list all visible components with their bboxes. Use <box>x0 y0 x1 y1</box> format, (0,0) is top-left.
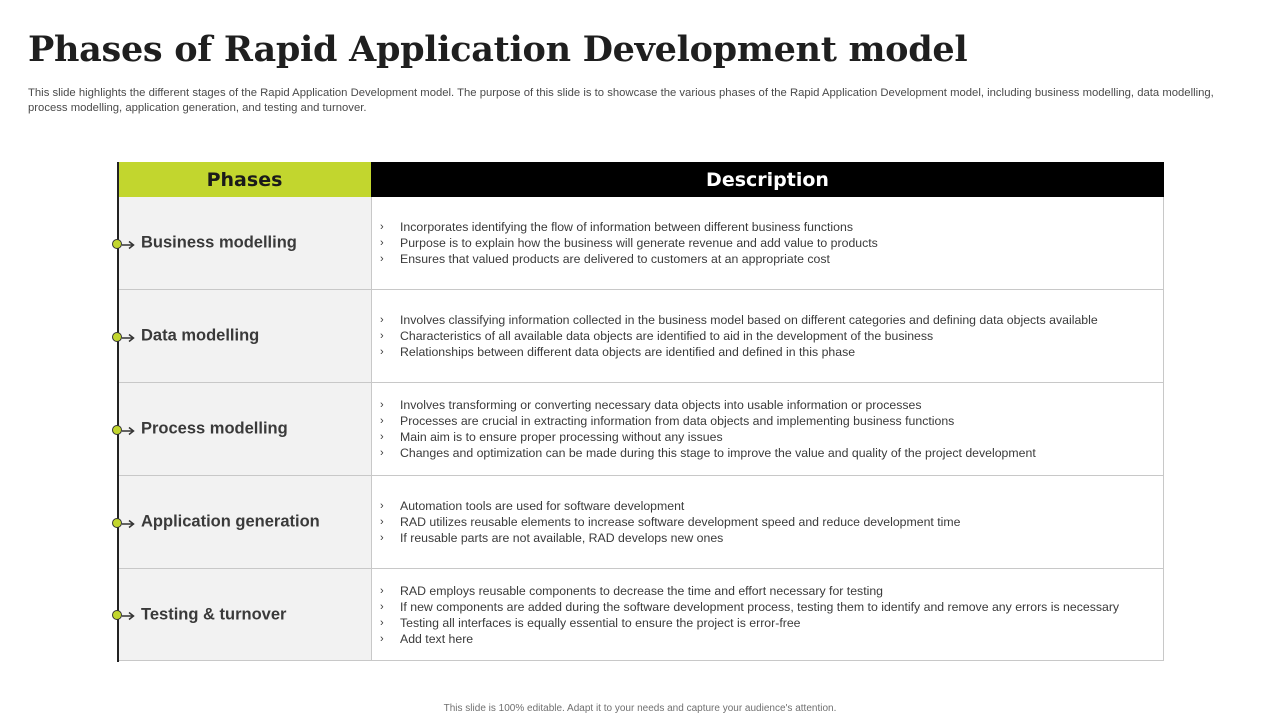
description-bullet: › RAD utilizes reusable elements to increase software development speed and reduce development time <box>380 515 961 529</box>
header-phases: Phases <box>118 162 371 197</box>
table-row <box>118 197 1164 290</box>
timeline-dot <box>112 610 122 620</box>
timeline-dot <box>112 239 122 249</box>
description-bullet: › Relationships between different data objects are identified and defined in this phase <box>380 345 856 359</box>
chevron-right-icon: › <box>380 346 384 358</box>
phase-cell <box>118 476 371 569</box>
description-cell <box>371 197 1164 290</box>
description-bullet: › If new components are added during the software development process, testing them to identify and remove any errors is necessary <box>380 599 1120 614</box>
table-row <box>118 290 1164 383</box>
description-bullet: › Involves classifying information collected in the business model based on different categories and defining data objects available <box>380 313 1098 327</box>
description-bullet: › Incorporates identifying the flow of information between different business functions <box>380 220 853 234</box>
footer-note: This slide is 100% editable. Adapt it to your needs and capture your audience's attention. <box>443 703 837 714</box>
description-cell <box>371 290 1164 383</box>
chevron-right-icon: › <box>380 415 384 427</box>
description-bullet: › RAD employs reusable components to decrease the time and effort necessary for testing <box>380 583 884 598</box>
description-bullet: › Characteristics of all available data objects are identified to aid in the development of the business <box>380 329 934 343</box>
chevron-right-icon: › <box>380 237 384 249</box>
phase-label: Business modelling <box>141 233 297 252</box>
description-cell <box>371 383 1164 476</box>
chevron-right-icon: › <box>380 516 384 528</box>
phase-cell <box>118 197 371 290</box>
timeline-dot <box>112 518 122 528</box>
table-row <box>118 569 1164 661</box>
description-bullet: › Ensures that valued products are delivered to customers at an appropriate cost <box>380 252 830 266</box>
phases-table <box>118 162 1164 661</box>
description-bullet: › If reusable parts are not available, RAD develops new ones <box>380 531 724 545</box>
slide-title: Phases of Rapid Application Development model <box>28 29 968 70</box>
phase-label: Application generation <box>141 512 320 531</box>
arrow-right-icon <box>122 240 136 250</box>
chevron-right-icon: › <box>380 399 384 411</box>
chevron-right-icon: › <box>380 500 384 512</box>
slide-subtitle: This slide highlights the different stages of the Rapid Application Development model. The purpose of this slide is to showcase the various phases of the Rapid Application Development model, including business modelling, data modelling, process modelling, application generation, and testing and turnover. <box>28 87 1214 114</box>
description-bullet: › Purpose is to explain how the business will generate revenue and add value to products <box>380 236 878 250</box>
phase-label: Testing & turnover <box>141 605 287 623</box>
chevron-right-icon: › <box>380 253 384 265</box>
table-row <box>118 476 1164 569</box>
chevron-right-icon: › <box>380 221 384 233</box>
description-bullet: › Involves transforming or converting necessary data objects into usable information or processes <box>380 398 922 412</box>
chevron-right-icon: › <box>380 447 384 459</box>
description-bullet: › Processes are crucial in extracting information from data objects and implementing business functions <box>380 414 955 428</box>
phase-label: Process modelling <box>141 419 288 438</box>
chevron-right-icon: › <box>380 632 384 645</box>
description-bullet: › Add text here <box>380 631 474 646</box>
timeline-line <box>117 162 119 662</box>
description-cell <box>371 569 1164 661</box>
chevron-right-icon: › <box>380 532 384 544</box>
description-bullet: › Main aim is to ensure proper processing without any issues <box>380 430 723 444</box>
chevron-right-icon: › <box>380 616 384 629</box>
timeline-dot <box>112 425 122 435</box>
phase-cell <box>118 569 371 661</box>
table-row <box>118 383 1164 476</box>
phase-label: Data modelling <box>141 326 260 345</box>
chevron-right-icon: › <box>380 584 384 597</box>
phase-cell <box>118 383 371 476</box>
header-description: Description <box>371 162 1164 197</box>
description-bullet: › Automation tools are used for software development <box>380 499 685 513</box>
arrow-right-icon <box>122 426 136 436</box>
arrow-right-icon <box>122 333 136 343</box>
chevron-right-icon: › <box>380 600 384 613</box>
arrow-right-icon <box>122 611 136 621</box>
description-bullet: › Changes and optimization can be made during this stage to improve the value and quality of the project development <box>380 446 1036 460</box>
description-cell <box>371 476 1164 569</box>
arrow-right-icon <box>122 519 136 529</box>
chevron-right-icon: › <box>380 314 384 326</box>
timeline-dot <box>112 332 122 342</box>
chevron-right-icon: › <box>380 330 384 342</box>
chevron-right-icon: › <box>380 431 384 443</box>
description-bullet: › Testing all interfaces is equally essential to ensure the project is error-free <box>380 615 801 630</box>
phase-cell <box>118 290 371 383</box>
